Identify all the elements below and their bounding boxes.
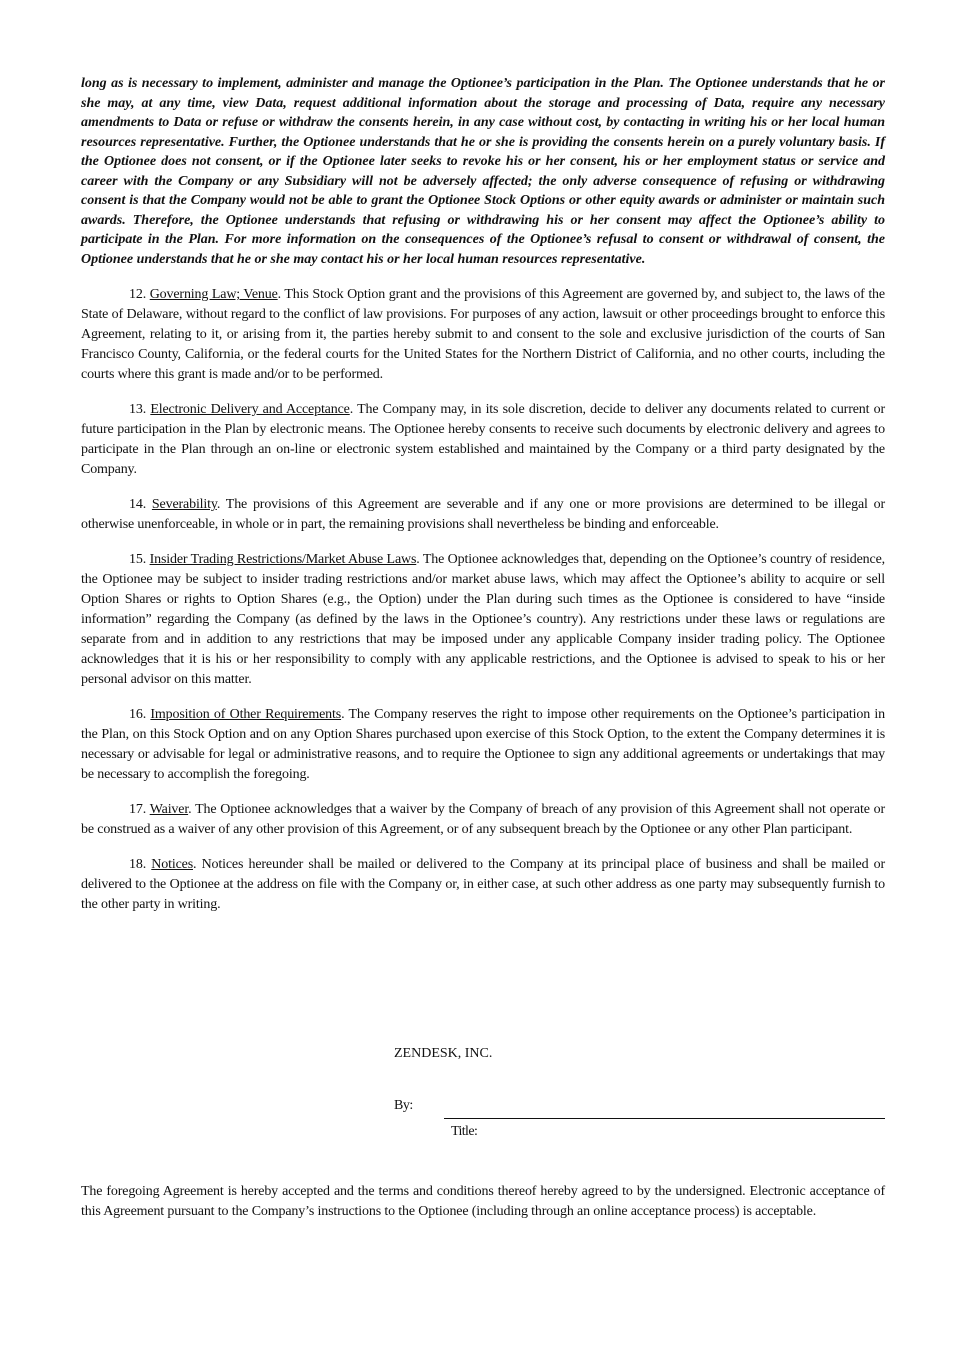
section-heading: Electronic Delivery and Acceptance [150, 402, 350, 417]
section-17-waiver [81, 800, 885, 840]
data-consent-paragraph: long as is necessary to implement, administer and manage the Optionee’s participation in the Plan. The Optionee understands that he or she may, at any time, view Data, request additional information about the storage and processing of Data, require any necessary amendments to Data or refuse or withdraw the consents herein, in any case without cost, by contacting in writing his or her local human resources representative. Further, the Optionee understands that he or she is providing the consents herein on a purely voluntary basis. If the Optionee does not consent, or if the Optionee later seeks to revoke his or her consent, his or her employment status or service and career with the Company or any Subsidiary will not be adversely affected; the only adverse consequence of refusing or withdrawing consent is that the Company would not be able to grant the Optionee Stock Options or other equity awards or administer or maintain such awards. Therefore, the Optionee understands that refusing or withdrawing his or her consent may affect the Optionee’s ability to participate in the Plan. For more information on the consequences of the Optionee’s refusal to consent or withdrawal of consent, the Optionee understands that he or she may contact his or her local human resources representative. [81, 76, 885, 267]
section-heading: Insider Trading Restrictions/Market Abuse Laws [149, 552, 417, 567]
section-heading: Governing Law; Venue [149, 287, 278, 302]
section-body: . The provisions of this Agreement are severable and if any one or more provisions are determined to be illegal or otherwise unenforceable, in whole or in part, the remaining provisions shall nevertheless be binding and enforceable. [81, 497, 885, 532]
acceptance-paragraph: The foregoing Agreement is hereby accepted and the terms and conditions thereof hereby agreed to by the undersigned. Electronic acceptance of this Agreement pursuant to the Company’s instructions to the Optionee (including through an online acceptance process) is acceptable. [81, 1184, 885, 1219]
section-body: . The Company may, in its sole discretion, decide to deliver any documents related to current or future participation in the Plan by electronic means. The Optionee hereby consents to receive such documents by electronic delivery and agrees to participate in the Plan through an on-line or electronic system established and maintained by the Company or a third party designated by the Company. [81, 402, 885, 477]
section-body: . The Optionee acknowledges that a waiver by the Company of breach of any provision of this Agreement shall not operate or be construed as a waiver of any other provision of this Agreement, or of any subsequent breach by the Optionee or any other Plan participant. [81, 802, 885, 837]
section-body: . The Optionee acknowledges that, depending on the Optionee’s country of residence, the Optionee may be subject to insider trading restrictions and/or market abuse laws, which may affect the Optionee’s ability to acquire or sell Option Shares or rights to Option Shares (e.g., the Option) under the Plan during such times as the Optionee is considered to have “inside information” regarding the Company (as defined by the laws in the Optionee’s country). Any restrictions under these laws or regulations are separate from and in addition to any restrictions that may be imposed under any applicable Company insider trading policy. The Optionee acknowledges that it is his or her responsibility to comply with any applicable restrictions, and the Optionee is advised to speak to his or her personal advisor on this matter. [81, 552, 885, 687]
section-12-governing-law [81, 285, 885, 385]
document-body [81, 74, 885, 930]
section-number: 15. [129, 552, 147, 567]
by-label: By: [394, 1098, 413, 1113]
section-body: . Notices hereunder shall be mailed or delivered to the Company at its principal place of business and shall be mailed or delivered to the Optionee at the address on file with the Company or, in either case, at such other address as one party may subsequently furnish to the other party in writing. [81, 857, 885, 912]
signature-line [444, 1118, 885, 1119]
section-number: 12. [129, 287, 147, 302]
section-13-electronic-delivery [81, 400, 885, 480]
section-15-insider-trading [81, 550, 885, 690]
section-number: 18. [129, 857, 147, 872]
section-14-severability [81, 495, 885, 535]
title-label: Title: [451, 1124, 478, 1139]
section-body: . This Stock Option grant and the provisions of this Agreement are governed by, and subject to, the laws of the State of Delaware, without regard to the conflict of law provisions. For purposes of any action, lawsuit or other proceedings brought to enforce this Agreement, relating to it, or arising from it, the parties hereby submit to and consent to the sole and exclusive jurisdiction of the courts of San Francisco County, California, or the federal courts for the United States for the Northern District of California, and no other courts, including the courts where this grant is made and/or to be performed. [81, 287, 885, 382]
company-name: ZENDESK, INC. [394, 1046, 493, 1061]
section-heading: Waiver [149, 802, 189, 817]
section-number: 14. [129, 497, 147, 512]
section-heading: Imposition of Other Requirements [150, 707, 342, 722]
section-heading: Severability [151, 497, 217, 512]
section-body: . The Company reserves the right to impose other requirements on the Optionee’s participation in the Plan, on this Stock Option and on any Option Shares purchased upon exercise of this Stock Option, to the extent the Company determines it is necessary or advisable for legal or administrative reasons, and to require the Optionee to sign any additional agreements or undertakings that may be necessary to accomplish the foregoing. [81, 707, 885, 782]
section-number: 13. [129, 402, 147, 417]
section-16-other-requirements [81, 705, 885, 785]
section-heading: Notices [151, 857, 193, 872]
section-number: 17. [129, 802, 147, 817]
section-number: 16. [129, 707, 147, 722]
section-18-notices [81, 855, 885, 915]
